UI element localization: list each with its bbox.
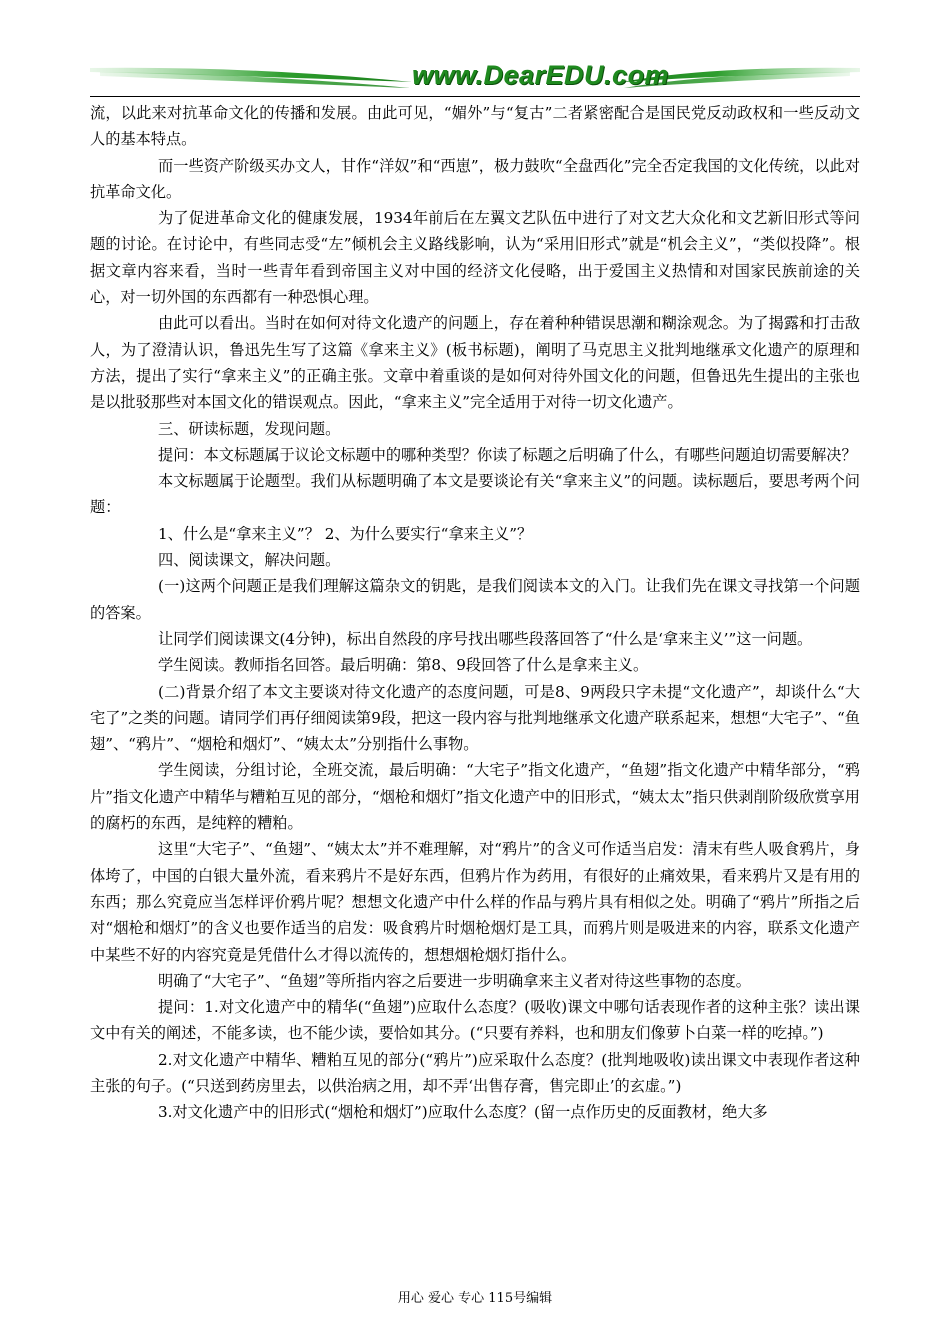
header-divider: [90, 96, 860, 97]
paragraph: 让同学们阅读课文(4分钟)，标出自然段的序号找出哪些段落回答了“什么是‘拿来主义’”这一问题。: [158, 629, 813, 648]
paragraph: 学生阅读。教师指名回答。最后明确：第8、9段回答了什么是拿来主义。: [158, 656, 649, 675]
paragraph: 本文标题属于论题型。我们从标题明确了本文是要谈论有关“拿来主义”的问题。读标题后，要思考两个问题：: [90, 472, 860, 517]
site-logo: www.DearEDU.com: [412, 60, 670, 90]
site-header-banner: [90, 58, 860, 98]
paragraph: 明确了“大宅子”、“鱼翅”等所指内容之后要进一步明确拿来主义者对待这些事物的态度。: [158, 971, 751, 990]
paragraph: 提问：本文标题属于议论文标题中的哪种类型？你读了标题之后明确了什么，有哪些问题迫切需要解决？: [158, 445, 857, 464]
paragraph: (一)这两个问题正是我们理解这篇杂文的钥匙，是我们阅读本文的入门。让我们先在课文寻找第一个问题的答案。: [90, 577, 860, 622]
document-body: [90, 100, 860, 1126]
paragraph: 学生阅读，分组讨论，全班交流，最后明确：“大宅子”指文化遗产，“鱼翅”指文化遗产中精华部分，“鸦片”指文化遗产中精华与糟粕互见的部分，“烟枪和烟灯”指文化遗产中的旧形式，“姨太太”指只供剥削阶级欣赏享用的腐朽的东西，是纯粹的糟粕。: [90, 761, 860, 833]
section-heading: 四、阅读课文，解决问题。: [158, 551, 341, 570]
section-heading: 三、研读标题，发现问题。: [158, 419, 341, 438]
paragraph: 这里“大宅子”、“鱼翅”、“姨太太”并不难理解，对“鸦片”的含义可作适当启发：清末有些人吸食鸦片，身体垮了，中国的白银大量外流，看来鸦片不是好东西，但鸦片作为药用，有很好的止痛效果，看来鸦片又是有用的东西；那么究竟应当怎样评价鸦片呢？想想文化遗产中什么样的作品与鸦片具有相似之处。明确了“鸦片”所指之后对“烟枪和烟灯”的含义也要作适当的启发：吸食鸦片时烟枪烟灯是工具，而鸦片则是吸进来的内容，联系文化遗产中某些不好的内容究竟是凭借什么才得以流传的，想想烟枪烟灯指什么。: [90, 840, 860, 964]
paragraph: 流，以此来对抗革命文化的传播和发展。由此可见，“媚外”与“复古”二者紧密配合是国民党反动政权和一些反动文人的基本特点。: [90, 104, 860, 149]
page-footer: 用心 爱心 专心 115号编辑: [397, 1291, 553, 1306]
paragraph: 2.对文化遗产中精华、糟粕互见的部分(“鸦片”)应采取什么态度？(批判地吸收)读出课文中表现作者这种主张的句子。(“只送到药房里去，以供治病之用，却不弄‘出售存膏，售完即止’的玄虚。”): [90, 1050, 860, 1095]
paragraph: 为了促进革命文化的健康发展，1934年前后在左翼文艺队伍中进行了对文艺大众化和文艺新旧形式等问题的讨论。在讨论中，有些同志受“左”倾机会主义路线影响，认为“采用旧形式”就是“机会主义”，“类似投降”。根据文章内容来看，当时一些青年看到帝国主义对中国的经济文化侵略，出于爱国主义热情和对国家民族前途的关心，对一切外国的东西都有一种恐惧心理。: [90, 209, 860, 307]
paragraph: 由此可以看出。当时在如何对待文化遗产的问题上，存在着种种错误思潮和糊涂观念。为了揭露和打击敌人，为了澄清认识，鲁迅先生写了这篇《拿来主义》(板书标题)，阐明了马克思主义批判地继承文化遗产的原理和方法，提出了实行“拿来主义”的正确主张。文章中着重谈的是如何对待外国文化的问题，但鲁迅先生提出的主张也是以批驳那些对本国文化的错误观点。因此，“拿来主义”完全适用于对待一切文化遗产。: [90, 314, 860, 412]
paragraph: 而一些资产阶级买办文人，甘作“洋奴”和“西崽”，极力鼓吹“全盘西化”完全否定我国的文化传统，以此对抗革命文化。: [90, 156, 860, 201]
paragraph: 3.对文化遗产中的旧形式(“烟枪和烟灯”)应取什么态度？(留一点作历史的反面教材，绝大多: [158, 1103, 768, 1122]
paragraph: (二)背景介绍了本文主要谈对待文化遗产的态度问题，可是8、9两段只字未提“文化遗产”，却谈什么“大宅了”之类的问题。请同学们再仔细阅读第9段，把这一段内容与批判地继承文化遗产联系起来，想想“大宅子”、“鱼翅”、“鸦片”、“烟枪和烟灯”、“姨太太”分别指什么事物。: [90, 682, 860, 754]
paragraph: 1、什么是“拿来主义”？ 2、为什么要实行“拿来主义”？: [158, 524, 533, 543]
paragraph: 提问：1.对文化遗产中的精华(“鱼翅”)应取什么态度？(吸收)课文中哪句话表现作者的这种主张？读出课文中有关的阐述，不能多读，也不能少读，要恰如其分。(“只要有养料，也和朋友们像萝卜白菜一样的吃掉。”): [90, 998, 860, 1043]
